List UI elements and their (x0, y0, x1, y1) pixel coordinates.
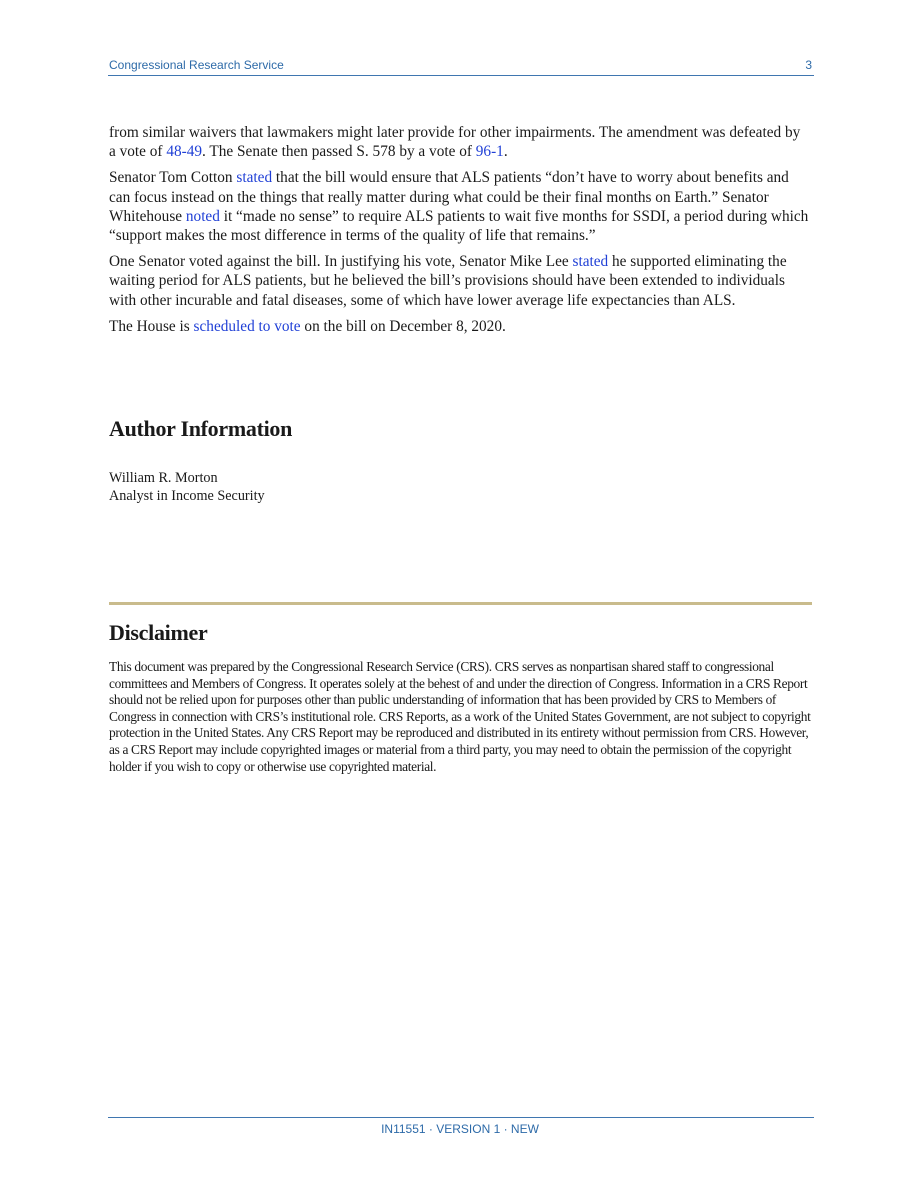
text-run: it “made no sense” to require ALS patients to wait five months for SSDI, a period during which “support makes the most difference in terms of the quality of life that remains.” (109, 207, 809, 245)
scheduled-to-vote-link[interactable]: scheduled to vote (193, 317, 301, 335)
disclaimer-text: This document was prepared by the Congressional Research Service (CRS). CRS serves as nonpartisan shared staff to congressional committees and Members of Congress. It operates solely at the behest of and under the direction of Congress. Information in a CRS Report should not be relied upon for purposes other than public understanding of information that has been provided by CRS to Members of Congress in connection with CRS’s institutional role. CRS Reports, as a work of the United States Government, are not subject to copyright protection in the United States. Any CRS Report may be reproduced and distributed in its entirety without permission from CRS. However, as a CRS Report may include copyrighted images or material from a third party, you may need to obtain the permission of the copyright holder if you wish to copy or otherwise use copyrighted material. (109, 659, 811, 774)
lee-stated-link[interactable]: stated (572, 253, 609, 271)
text-run: he supported eliminating the waiting period for ALS patients, but he believed the bill’s provisions should have been extended to individuals with other incurable and fatal diseases, some of which have lower average life expectancies than ALS. (109, 253, 787, 309)
footer-divider (108, 1117, 814, 1118)
cotton-stated-link[interactable]: stated (236, 169, 273, 187)
section-divider (109, 602, 812, 605)
vote-96-1-link[interactable]: 96-1 (475, 143, 504, 161)
disclaimer-heading: Disclaimer (109, 620, 208, 645)
page-header (108, 56, 814, 76)
header-org-name: Congressional Research Service (109, 58, 284, 72)
author-name: William R. Morton (109, 470, 218, 486)
paragraph-vote-result (109, 123, 809, 161)
vote-48-49-link[interactable]: 48-49 (166, 143, 203, 161)
page-number: 3 (805, 58, 812, 72)
paragraph-opposing-vote (109, 252, 809, 310)
text-run: on the bill on December 8, 2020. (300, 317, 506, 335)
text-run: Senator Tom Cotton (109, 169, 237, 187)
text-run: . (503, 143, 508, 161)
text-run: that the bill would ensure that ALS patients “don’t have to worry about benefits and can focus instead on the things that really matter during what could be their final months on Earth.” Senator Whitehouse (109, 169, 789, 225)
text-run: from similar waivers that lawmakers might later provide for other impairments. The amendment was defeated by a vote of (109, 124, 801, 161)
body-text (109, 123, 809, 343)
text-run: . The Senate then passed S. 578 by a vote of (202, 143, 476, 161)
author-information-heading: Author Information (109, 416, 293, 441)
author-title: Analyst in Income Security (109, 488, 265, 504)
document-id-footer: IN11551 · VERSION 1 · NEW (381, 1122, 539, 1136)
paragraph-house-vote (109, 317, 809, 336)
text-run: The House is (109, 317, 194, 335)
text-run: One Senator voted against the bill. In justifying his vote, Senator Mike Lee (109, 253, 573, 271)
paragraph-senator-quotes (109, 168, 809, 245)
whitehouse-noted-link[interactable]: noted (185, 207, 220, 225)
author-block (109, 469, 265, 505)
